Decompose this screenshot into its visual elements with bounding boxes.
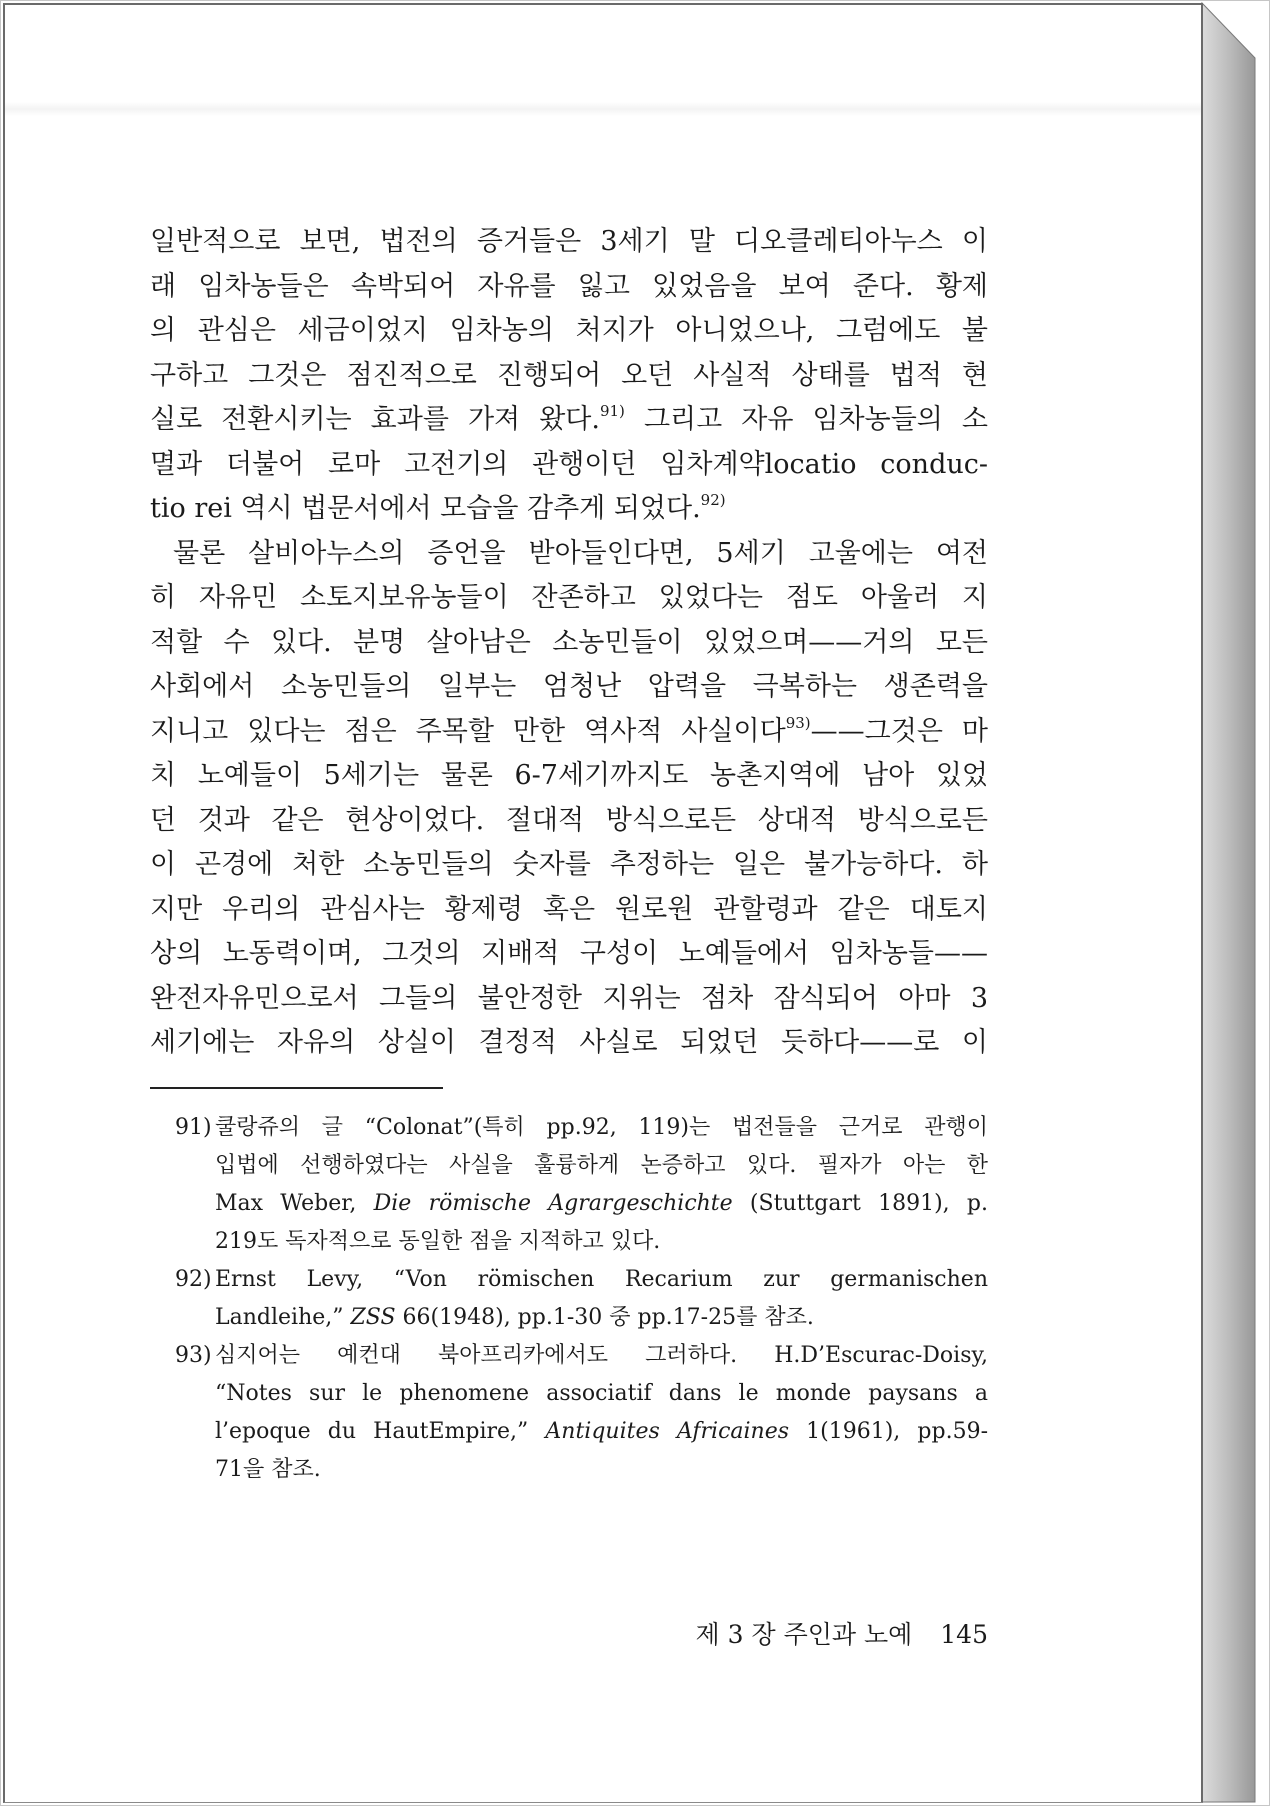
text-run: 실로 전환시키는 효과를 가져 왔다.: [150, 404, 600, 435]
text-run: l’epoque du HautEmpire,”: [215, 1419, 546, 1444]
text-run: (Stuttgart 1891), p.: [732, 1191, 988, 1216]
text-run: Landleihe,”: [215, 1305, 351, 1330]
text-run: 심지어는 예컨대 북아프리카에서도 그러하다. H.D’Escurac-Doisy,: [215, 1343, 988, 1368]
footnote-line: [215, 1413, 988, 1451]
text-run: 세기에는 자유의 상실이 결정적 사실로 되었던 듯하다——로 이: [150, 1027, 988, 1058]
text-run: 입법에 선행하였다는 사실을 훌륭하게 논증하고 있다. 필자가 아는 한: [215, 1153, 988, 1178]
body-line: [150, 888, 988, 933]
body-line: [150, 265, 988, 310]
text-run: 지니고 있다는 점은 주목할 만한 역사적 사실이다: [150, 715, 786, 747]
paragraph: [150, 532, 988, 1066]
body-line: [150, 398, 988, 443]
text-run: 의 관심은 세금이었지 임차농의 처지가 아니었으나, 그럼에도 불: [150, 315, 988, 346]
footnote-ref: 92): [700, 491, 726, 509]
text-run: 219도 독자적으로 동일한 점을 지적하고 있다.: [215, 1229, 661, 1254]
footnote-line: [215, 1185, 988, 1223]
footnote: [175, 1109, 988, 1261]
footnote-number: 93): [175, 1343, 212, 1368]
footnote-line: [215, 1109, 988, 1147]
body-line: [150, 977, 988, 1022]
footnote-ref: 93): [785, 713, 811, 732]
scan-artifact: [5, 102, 1201, 116]
text-run: 사회에서 소농민들의 일부는 엄청난 압력을 극복하는 생존력을: [150, 671, 988, 702]
text-run: 일반적으로 보면, 법전의 증거들은 3세기 말 디오클레티아누스 이: [150, 226, 988, 257]
footnote-line: [215, 1147, 988, 1185]
body-line: [150, 576, 988, 621]
body-line: [150, 532, 988, 577]
footnote-line: [215, 1223, 988, 1261]
footnote-number: 91): [175, 1115, 212, 1140]
footnote-number: 92): [175, 1267, 212, 1292]
text-run: 66(1948), pp.1-30 중 pp.17-25를 참조.: [395, 1305, 814, 1330]
text-run: 지만 우리의 관심사는 황제령 혹은 원로원 관할령과 같은 대토지: [150, 893, 988, 925]
body-line: [150, 665, 988, 710]
body-line: [150, 621, 988, 666]
body-line: [150, 443, 988, 488]
text-run: 완전자유민으로서 그들의 불안정한 지위는 점차 잠식되어 아마 3: [150, 982, 988, 1014]
footnote-line: [215, 1451, 988, 1489]
text-run: Max Weber,: [215, 1191, 374, 1216]
footnote-separator: [150, 1087, 443, 1089]
text-run: 치 노예들이 5세기는 물론 6-7세기까지도 농촌지역에 남아 있었: [150, 760, 988, 791]
text-run: 던 것과 같은 현상이었다. 절대적 방식으로든 상대적 방식으로든: [150, 804, 988, 836]
text-run: 적할 수 있다. 분명 살아남은 소농민들이 있었으며——거의 모든: [150, 626, 988, 658]
footnote-line: [215, 1299, 988, 1337]
text-run: ——그것은 마: [810, 715, 988, 747]
footnotes: [175, 1109, 988, 1489]
book-page-edge: [1200, 1, 1262, 1805]
body-line: [150, 487, 988, 532]
body-line: [150, 932, 988, 977]
body-line: [150, 710, 988, 755]
text-run: 쿨랑쥬의 글 “Colonat”(특히 pp.92, 119)는 법전들을 근거로 관행이: [215, 1115, 988, 1140]
italic-title: Die römische Agrargeschichte: [373, 1191, 733, 1216]
body-line: [150, 799, 988, 844]
text-run: 멸과 더불어 로마 고전기의 관행이던 임차계약locatio conduc-: [150, 448, 988, 480]
footnote-line: [215, 1375, 988, 1413]
body-line: [150, 843, 988, 888]
text-run: Ernst Levy, “Von römischen Recarium zur germanischen: [215, 1267, 988, 1292]
text-run: tio rei 역시 법문서에서 모습을 감추게 되었다.: [150, 493, 701, 524]
footnote: [175, 1337, 988, 1489]
text-run: 1(1961), pp.59-: [789, 1419, 988, 1444]
page-number: 145: [940, 1620, 988, 1649]
text-run: 71을 참조.: [215, 1457, 321, 1482]
text-run: 래 임차농들은 속박되어 자유를 잃고 있었음을 보여 준다. 황제: [150, 270, 988, 302]
footnote-line: [215, 1337, 988, 1375]
chapter-title: 제 3 장 주인과 노예: [695, 1620, 913, 1649]
text-run: 물론 살비아누스의 증언을 받아들인다면, 5세기 고울에는 여전: [173, 537, 988, 569]
body-line: [150, 309, 988, 354]
footnote-line: [215, 1261, 988, 1299]
body-line: [150, 354, 988, 399]
body-line: [150, 1021, 988, 1066]
text-run: 그리고 자유 임차농들의 소: [624, 404, 988, 435]
text-run: “Notes sur le phenomene associatif dans le monde paysans a: [215, 1381, 988, 1406]
running-footer: [150, 1617, 988, 1653]
italic-title: Antiquites Africaines: [545, 1419, 790, 1444]
body-text: [150, 220, 988, 1066]
text-run: 히 자유민 소토지보유농들이 잔존하고 있었다는 점도 아울러 지: [150, 582, 988, 613]
footnote-ref: 91): [599, 402, 625, 420]
text-run: 상의 노동력이며, 그것의 지배적 구성이 노예들에서 임차농들——: [150, 938, 988, 969]
text-run: 이 곤경에 처한 소농민들의 숫자를 추정하는 일은 불가능하다. 하: [150, 849, 988, 880]
text-run: 구하고 그것은 점진적으로 진행되어 오던 사실적 상태를 법적 현: [150, 359, 988, 391]
body-line: [150, 754, 988, 799]
footnote: [175, 1261, 988, 1337]
italic-title: ZSS: [350, 1305, 396, 1330]
paragraph: [150, 220, 988, 532]
body-line: [150, 220, 988, 265]
page-edge-shape: [1202, 3, 1255, 1802]
